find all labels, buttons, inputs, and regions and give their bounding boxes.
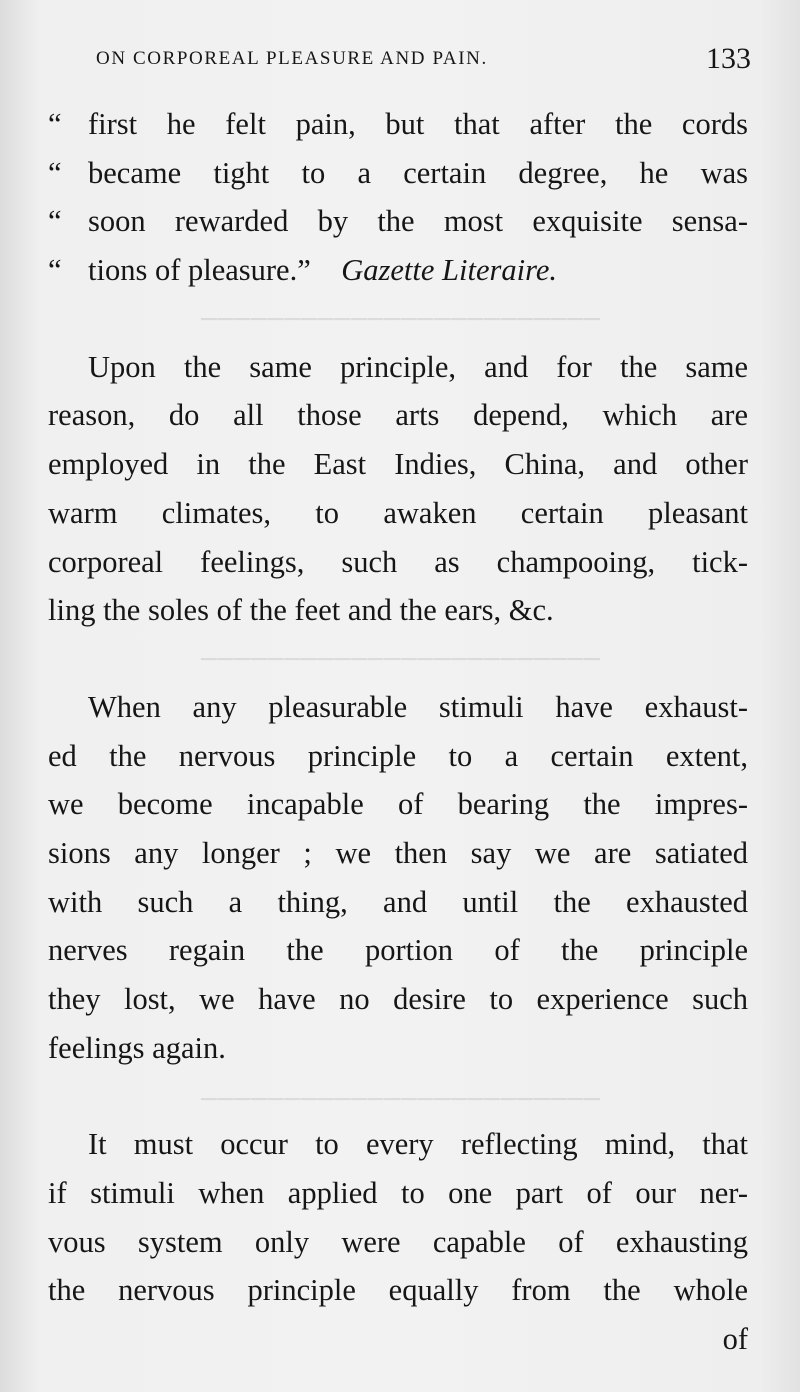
quote-line xyxy=(48,197,748,246)
paragraph-line: feelings again. xyxy=(48,1030,226,1065)
show-through-shadow: ──────────────────────── xyxy=(200,1085,600,1115)
paragraph-line: nerves regain the portion of the principle xyxy=(48,933,748,968)
quote-mark: “ xyxy=(48,107,62,141)
quote-line-text: first he felt pain, but that after the cords xyxy=(88,107,748,141)
show-through-shadow: ──────────────────────── xyxy=(200,645,600,675)
paragraph-line: vous system only were capable of exhausting xyxy=(48,1224,748,1259)
quote-line xyxy=(48,246,748,295)
paragraph-line: reason, do all those arts depend, which are xyxy=(48,398,748,433)
quote-line-text: soon rewarded by the most exquisite sensa- xyxy=(88,204,748,239)
paragraph-line: Upon the same principle, and for the same xyxy=(88,349,748,384)
running-title: ON CORPOREAL PLEASURE AND PAIN. xyxy=(96,48,488,69)
paragraph-line: with such a thing, and until the exhausted xyxy=(48,884,748,919)
paragraph-line: if stimuli when applied to one part of our ner- xyxy=(48,1176,748,1211)
page-number: 133 xyxy=(706,42,751,75)
quote-block xyxy=(48,100,748,295)
paragraph-line: the nervous principle equally from the whole xyxy=(48,1273,748,1308)
quote-line-text: tions of pleasure.” xyxy=(88,253,311,288)
paragraph-line: It must occur to every reflecting mind, that xyxy=(88,1127,748,1162)
paragraph xyxy=(48,1120,748,1363)
quote-mark: “ xyxy=(48,253,62,288)
paragraph-line: employed in the East Indies, China, and other xyxy=(48,447,748,482)
show-through-shadow: ──────────────────────── xyxy=(200,305,600,335)
paragraph-line: sions any longer ; we then say we are satiated xyxy=(48,835,748,870)
paragraph-line: they lost, we have no desire to experience such xyxy=(48,982,748,1016)
quote-mark: “ xyxy=(48,204,62,239)
paragraph-line: ed the nervous principle to a certain extent, xyxy=(48,738,748,773)
paragraph-line: ling the soles of the feet and the ears, &c. xyxy=(48,593,554,628)
quote-line-text: became tight to a certain degree, he was xyxy=(88,155,748,190)
paragraph-line: When any pleasurable stimuli have exhaust- xyxy=(88,689,748,724)
paragraph xyxy=(48,683,748,1073)
paragraph-line: warm climates, to awaken certain pleasant xyxy=(48,495,748,530)
paragraph-line: we become incapable of bearing the impres- xyxy=(48,787,748,822)
quote-line xyxy=(48,149,748,198)
paragraph xyxy=(48,343,748,635)
paragraph-line: corporeal feelings, such as champooing, tick- xyxy=(48,544,748,579)
catchword: of xyxy=(722,1322,748,1357)
quote-mark: “ xyxy=(48,155,62,190)
quote-line xyxy=(48,100,748,149)
quote-source: Gazette Literaire. xyxy=(341,253,557,288)
body-text xyxy=(48,100,748,1364)
page-header xyxy=(96,42,751,82)
